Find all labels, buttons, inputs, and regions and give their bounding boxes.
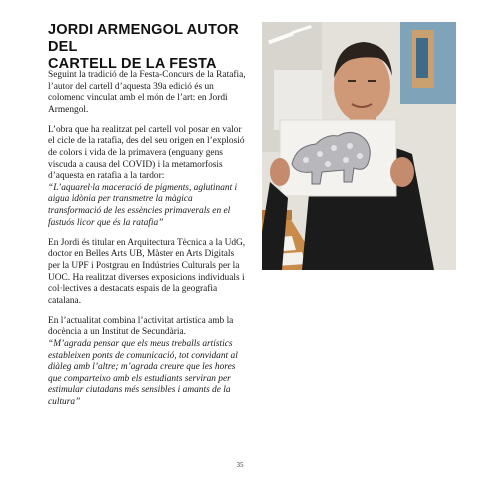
title-line-2: CARTELL DE LA FESTA <box>48 56 217 72</box>
article-title <box>48 22 248 73</box>
paragraph-teaching <box>48 316 248 409</box>
paragraph-intro: Seguint la tradició de la Festa-Concurs de la Ratafia, l’autor del cartell d’aquesta 39a edició és un colomenc vinculat amb el món de l’art: en Jordi Armengol. <box>48 70 246 115</box>
artist-quote-teaching: “M’agrada pensar que els meus treballs artístics estableixen ponts de comunicació, tot convidant al diàleg amb l’altre; m’agrada creure que les hores que comparteixo amb els estudiants serviran per estimular ciutadans més sensibles i amants de la cultura” <box>48 338 238 407</box>
artist-photo-illustration <box>262 22 456 270</box>
article-body <box>48 70 248 417</box>
page-number: 35 <box>236 461 244 469</box>
title-line-1: JORDI ARMENGOL AUTOR DEL <box>48 22 239 55</box>
paragraph-artwork <box>48 125 248 229</box>
artist-quote-watercolor: “L’aquarel·la maceració de pigments, aglutinant i aigua idònia per transmetre la màgica transformació de les essències primaverals en el fastuós licor que és la ratafia” <box>48 182 238 228</box>
paragraph-biography: En Jordi és titular en Arquitectura Tècnica a la UdG, doctor en Belles Arts UB, Màster en Arts Digitals per la UPF i Postgrau en Indústries Culturals per la UOC. Ha realitzat diverses exposicions individuals i col·lectives a destacats espais de la geografia catalana. <box>48 237 246 306</box>
paragraph-teaching-text: En l’actualitat combina l’activitat artística amb la docència a un Institut de Secundària. <box>48 315 234 338</box>
artist-photo <box>262 22 456 270</box>
paragraph-artwork-text: L’obra que ha realitzat pel cartell vol posar en valor el cicle de la ratafia, des del seu origen en l’explosió de colors i vida de la primavera (enguany gens viscuda a causa del COVID) i la metamorfosis d’aquesta en ratafia a la tardor: <box>48 124 245 182</box>
